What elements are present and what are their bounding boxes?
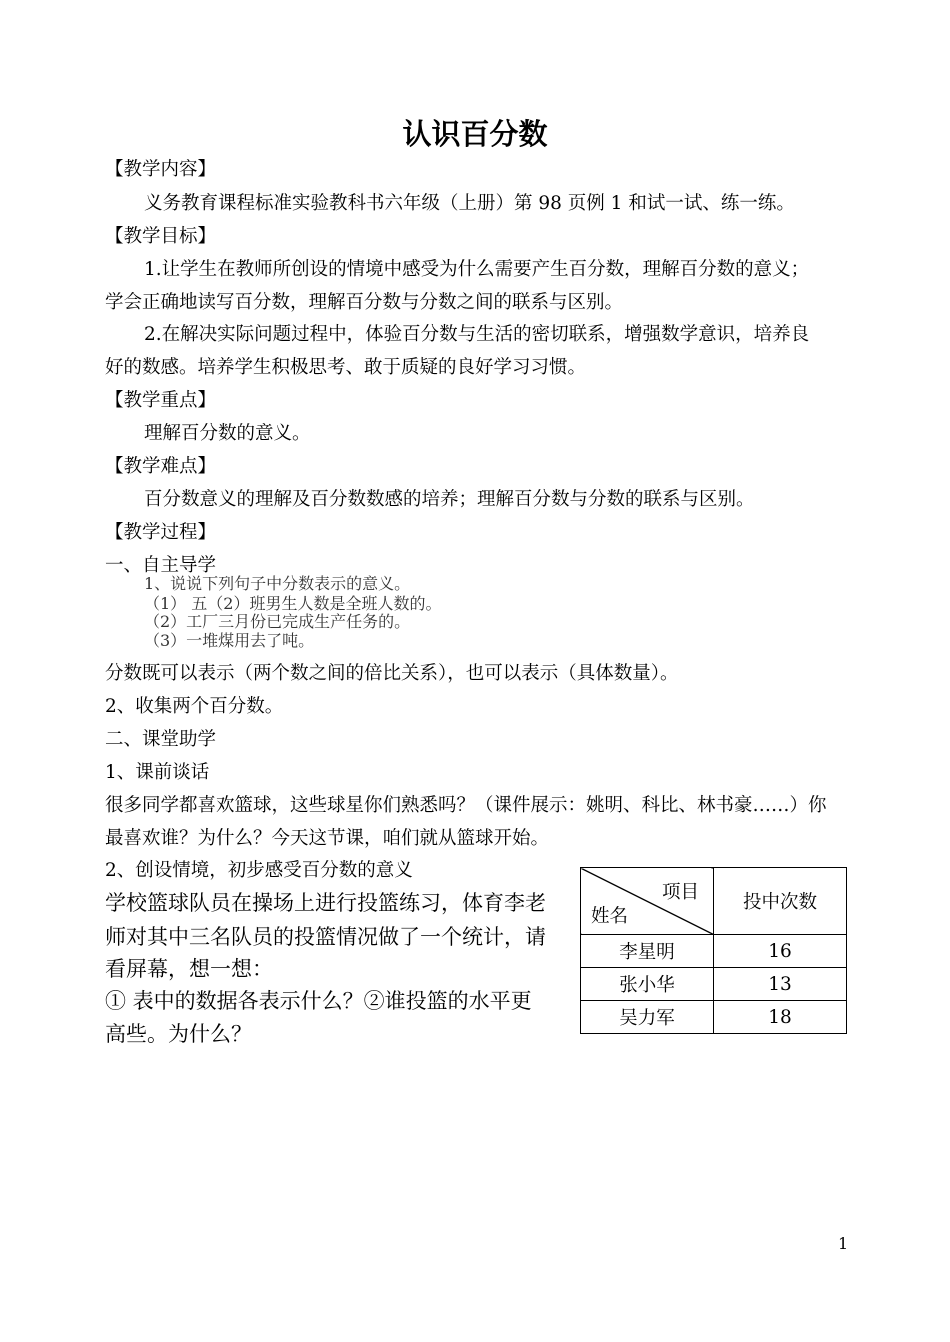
part1-title: 一、自主导学 [105, 555, 217, 576]
talk-line2: 最喜欢谁？为什么？今天这节课，咱们就从篮球开始。 [105, 828, 550, 849]
table-row [581, 968, 847, 1001]
question-1b: （2）工厂三月份已完成生产任务的。 [144, 612, 411, 631]
player-name: 张小华 [581, 968, 714, 1001]
header-name: 姓名 [591, 906, 629, 927]
talk-line1: 很多同学都喜欢篮球，这些球星你们熟悉吗？（课件展示：姚明、科比、林书豪……）你 [105, 795, 827, 816]
goals-heading: 【教学目标】 [105, 226, 217, 247]
table-row [581, 935, 847, 968]
shots-made: 18 [714, 1001, 847, 1034]
scene-title: 2、创设情境，初步感受百分数的意义 [105, 860, 413, 881]
table-header-row [581, 868, 847, 935]
difficulty-text: 百分数意义的理解及百分数数感的培养；理解百分数与分数的联系与区别。 [144, 489, 755, 510]
goal1-line2: 学会正确地读写百分数，理解百分数与分数之间的联系与区别。 [105, 292, 624, 313]
goal2-line2: 好的数感。培养学生积极思考、敢于质疑的良好学习习惯。 [105, 357, 587, 378]
scene-line5: 高些。为什么？ [105, 1022, 252, 1046]
shots-made: 13 [714, 968, 847, 1001]
content-text: 义务教育课程标准实验教科书六年级（上册）第 98 页例 1 和试一试、练一练。 [144, 193, 795, 214]
key-text: 理解百分数的意义。 [144, 423, 311, 444]
question-1a: （1） 五（2）班男生人数是全班人数的。 [144, 594, 442, 613]
difficulty-heading: 【教学难点】 [105, 456, 217, 477]
content-heading: 【教学内容】 [105, 159, 217, 180]
header-item: 项目 [661, 882, 699, 903]
question-2: 2、收集两个百分数。 [105, 696, 284, 717]
diagonal-header-cell [581, 868, 714, 935]
scene-line2: 师对其中三名队员的投篮情况做了一个统计，请 [105, 925, 546, 949]
scene-line1: 学校篮球队员在操场上进行投篮练习，体育李老 [105, 891, 546, 915]
question-1: 1、说说下列句子中分数表示的意义。 [144, 574, 411, 593]
header-value: 投中次数 [714, 868, 847, 935]
question-1c: （3）一堆煤用去了吨。 [144, 631, 315, 650]
part2-title: 二、课堂助学 [105, 729, 217, 750]
page-number: 1 [838, 1234, 849, 1253]
scene-line3: 看屏幕，想一想： [105, 957, 273, 981]
player-name: 吴力军 [581, 1001, 714, 1034]
player-name: 李星明 [581, 935, 714, 968]
scene-line4: ① 表中的数据各表示什么？②谁投篮的水平更 [105, 989, 532, 1013]
process-heading: 【教学过程】 [105, 522, 217, 543]
shooting-stats-table [580, 867, 847, 1034]
talk-title: 1、课前谈话 [105, 762, 210, 783]
goal1-line1: 1.让学生在教师所创设的情境中感受为什么需要产生百分数，理解百分数的意义； [144, 259, 810, 280]
shots-made: 16 [714, 935, 847, 968]
fraction-summary: 分数既可以表示（两个数之间的倍比关系），也可以表示（具体数量）。 [105, 663, 679, 684]
page-title: 认识百分数 [402, 117, 548, 151]
goal2-line1: 2.在解决实际问题过程中，体验百分数与生活的密切联系，增强数学意识，培养良 [144, 324, 810, 345]
table-row [581, 1001, 847, 1034]
key-heading: 【教学重点】 [105, 390, 217, 411]
